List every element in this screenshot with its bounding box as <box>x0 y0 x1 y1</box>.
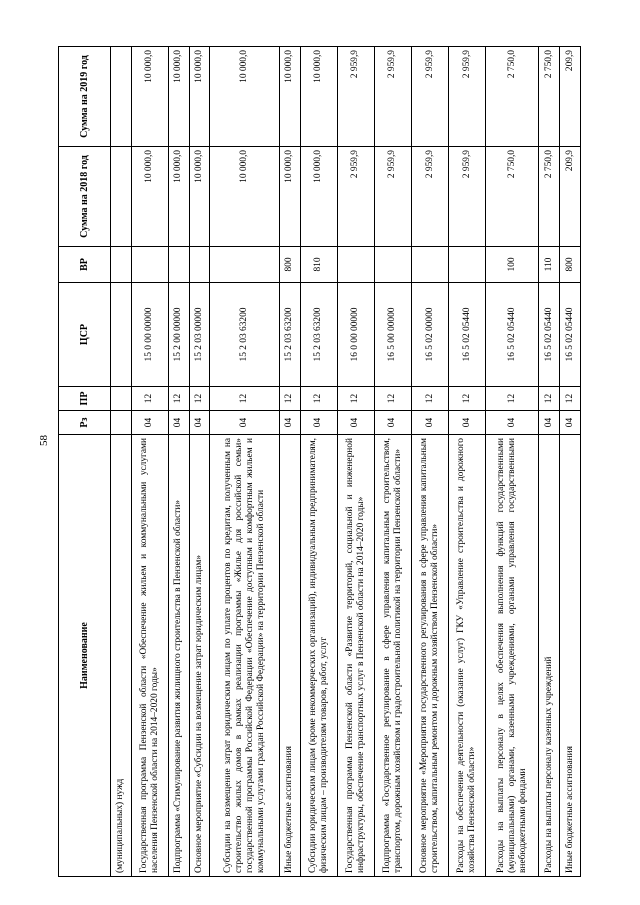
table-cell-pr: 12 <box>131 387 168 411</box>
table-cell-sum-2018: 2 959,9 <box>411 147 448 247</box>
table-cell-sum-2018: 2 959,9 <box>374 147 411 247</box>
table-cell-name: Основное мероприятие «Субсидии на возмещение затрат юридическим лицам» <box>189 435 210 877</box>
table-cell-vr <box>131 247 168 283</box>
table-row <box>539 47 560 877</box>
table-cell-vr <box>337 247 374 283</box>
table-row <box>168 47 189 877</box>
table-row <box>560 47 581 877</box>
table-body <box>111 47 581 877</box>
table-cell-csr: 15 0 00 00000 <box>131 283 168 387</box>
table-cell-name: Расходы на выплаты персоналу казенных учреждений <box>539 435 560 877</box>
table-row <box>486 47 539 877</box>
table-cell-sum-2018 <box>111 147 132 247</box>
table-cell-rz: 04 <box>448 411 485 435</box>
table-cell-vr: 100 <box>486 247 539 283</box>
table-cell-rz: 04 <box>131 411 168 435</box>
table-cell-vr <box>168 247 189 283</box>
page-number: 58 <box>38 435 50 446</box>
table-cell-csr: 16 5 02 05440 <box>486 283 539 387</box>
table-cell-name: Подпрограмма «Государственное регулирование в сфере управления капитальным строительством, транспортом, дорожным хозяйством и градостроительной политикой на территории Пензенской области» <box>374 435 411 877</box>
table-cell-vr <box>111 247 132 283</box>
header-sum-2019: Сумма на 2019 год <box>59 47 111 147</box>
table-cell-csr: 15 2 03 63200 <box>300 283 337 387</box>
table-cell-vr <box>189 247 210 283</box>
table-cell-csr: 16 0 00 00000 <box>337 283 374 387</box>
table-cell-sum-2019: 2 959,9 <box>374 47 411 147</box>
table-cell-sum-2019 <box>111 47 132 147</box>
table-row <box>448 47 485 877</box>
table-cell-csr: 16 5 02 00000 <box>411 283 448 387</box>
table-cell-rz: 04 <box>539 411 560 435</box>
table-cell-pr: 12 <box>539 387 560 411</box>
table-cell-sum-2019: 2 750,0 <box>539 47 560 147</box>
table-cell-sum-2019: 10 000,0 <box>189 47 210 147</box>
table-cell-csr: 16 5 02 05440 <box>560 283 581 387</box>
table-cell-sum-2018: 2 750,0 <box>539 147 560 247</box>
table-row <box>337 47 374 877</box>
table-cell-vr <box>448 247 485 283</box>
table-cell-pr: 12 <box>210 387 280 411</box>
table-cell-rz: 04 <box>300 411 337 435</box>
header-vr: ВР <box>59 247 111 283</box>
rotated-table-container <box>58 47 581 877</box>
table-cell-csr: 16 5 00 00000 <box>374 283 411 387</box>
table-row <box>111 47 132 877</box>
table-cell-rz: 04 <box>337 411 374 435</box>
table-cell-pr: 12 <box>279 387 300 411</box>
table-cell-rz: 04 <box>411 411 448 435</box>
table-cell-pr: 12 <box>486 387 539 411</box>
table-cell-rz: 04 <box>486 411 539 435</box>
table-cell-sum-2018: 10 000,0 <box>131 147 168 247</box>
table-cell-csr: 16 5 02 05440 <box>539 283 560 387</box>
table-cell-name: Расходы на выплаты персоналу в целях обеспечения выполнения функций государственными (муниципальными) органами, казенными учреждениями, органами управления государственными внебюджетными фондами <box>486 435 539 877</box>
table-cell-pr: 12 <box>337 387 374 411</box>
table-row <box>279 47 300 877</box>
table-cell-pr: 12 <box>300 387 337 411</box>
table-cell-sum-2019: 2 959,9 <box>411 47 448 147</box>
table-cell-rz: 04 <box>560 411 581 435</box>
table-row <box>189 47 210 877</box>
table-cell-name: (муниципальных) нужд <box>111 435 132 877</box>
table-cell-name: Подпрограмма «Стимулирование развития жилищного строительства в Пензенской области» <box>168 435 189 877</box>
table-cell-rz: 04 <box>279 411 300 435</box>
table-cell-name: Иные бюджетные ассигнования <box>560 435 581 877</box>
table-cell-name: Основное мероприятие «Мероприятия государственного регулирования в сфере управления капитальным строительством, капитальным ремонтом и дорожным хозяйством Пензенской области» <box>411 435 448 877</box>
table-cell-sum-2018: 2 959,9 <box>337 147 374 247</box>
table-cell-vr <box>210 247 280 283</box>
table-cell-pr: 12 <box>560 387 581 411</box>
table-row <box>210 47 280 877</box>
table-cell-sum-2019: 10 000,0 <box>300 47 337 147</box>
header-csr: ЦСР <box>59 283 111 387</box>
table-cell-vr <box>374 247 411 283</box>
table-cell-csr: 15 2 00 00000 <box>168 283 189 387</box>
table-cell-csr: 15 2 03 63200 <box>279 283 300 387</box>
table-cell-csr: 15 2 03 63200 <box>210 283 280 387</box>
table-cell-vr: 110 <box>539 247 560 283</box>
table-cell-vr: 810 <box>300 247 337 283</box>
header-rz: Рз <box>59 411 111 435</box>
table-cell-name: Расходы на обеспечение деятельности (оказание услуг) ГКУ «Управление строительства и дорожного хозяйства Пензенской области» <box>448 435 485 877</box>
table-cell-name: Субсидии юридическим лицам (кроме некоммерческих организаций), индивидуальным предпринимателям, физическим лицам – производителям товаров, работ, услуг <box>300 435 337 877</box>
header-pr: ПР <box>59 387 111 411</box>
table-cell-name: Государственная программа Пензенской области «Обеспечение жильем и коммунальными услугами населения Пензенской области на 2014–2020 годы» <box>131 435 168 877</box>
header-row <box>59 47 111 877</box>
table-row <box>411 47 448 877</box>
table-cell-sum-2019: 2 750,0 <box>486 47 539 147</box>
table-cell-sum-2019: 2 959,9 <box>337 47 374 147</box>
table-cell-pr: 12 <box>189 387 210 411</box>
table-cell-pr: 12 <box>411 387 448 411</box>
table-cell-name: Субсидии на возмещение затрат юридическим лицам по уплате процентов по кредитам, полученным на строительство жилых домов в рамках реализации программы «Жилье для российской семьи» государственной программы Российской Федерации «Обеспечение доступным и комфортным жильем и коммунальными услугами граждан Российской Федерации» на территории Пензенской области <box>210 435 280 877</box>
table-cell-sum-2019: 2 959,9 <box>448 47 485 147</box>
table-cell-pr: 12 <box>168 387 189 411</box>
table-cell-sum-2018: 10 000,0 <box>189 147 210 247</box>
table-cell-vr: 800 <box>560 247 581 283</box>
table-cell-rz <box>111 411 132 435</box>
table-cell-rz: 04 <box>168 411 189 435</box>
table-cell-rz: 04 <box>210 411 280 435</box>
table-cell-rz: 04 <box>374 411 411 435</box>
table-cell-sum-2018: 209,9 <box>560 147 581 247</box>
table-cell-vr <box>411 247 448 283</box>
table-cell-sum-2018: 10 000,0 <box>210 147 280 247</box>
header-name: Наименование <box>59 435 111 877</box>
table-row <box>131 47 168 877</box>
table-cell-sum-2018: 10 000,0 <box>300 147 337 247</box>
table-cell-csr <box>111 283 132 387</box>
table-cell-pr: 12 <box>448 387 485 411</box>
table-cell-rz: 04 <box>189 411 210 435</box>
budget-table <box>58 46 581 877</box>
table-cell-sum-2018: 10 000,0 <box>168 147 189 247</box>
table-cell-sum-2018: 10 000,0 <box>279 147 300 247</box>
table-cell-pr: 12 <box>374 387 411 411</box>
table-row <box>374 47 411 877</box>
table-cell-vr: 800 <box>279 247 300 283</box>
table-cell-sum-2018: 2 750,0 <box>486 147 539 247</box>
header-sum-2018: Сумма на 2018 год <box>59 147 111 247</box>
table-cell-sum-2019: 10 000,0 <box>168 47 189 147</box>
table-cell-csr: 16 5 02 05440 <box>448 283 485 387</box>
table-cell-name: Государственная программа Пензенской области «Развитие территорий, социальной и инженерной инфраструктуры, обеспечение транспортных услуг в Пензенской области на 2014–2020 годы» <box>337 435 374 877</box>
table-cell-csr: 15 2 03 00000 <box>189 283 210 387</box>
table-cell-name: Иные бюджетные ассигнования <box>279 435 300 877</box>
table-cell-sum-2019: 10 000,0 <box>210 47 280 147</box>
table-cell-sum-2019: 10 000,0 <box>131 47 168 147</box>
table-cell-sum-2018: 2 959,9 <box>448 147 485 247</box>
table-cell-pr <box>111 387 132 411</box>
table-cell-sum-2019: 209,9 <box>560 47 581 147</box>
table-row <box>300 47 337 877</box>
table-cell-sum-2019: 10 000,0 <box>279 47 300 147</box>
